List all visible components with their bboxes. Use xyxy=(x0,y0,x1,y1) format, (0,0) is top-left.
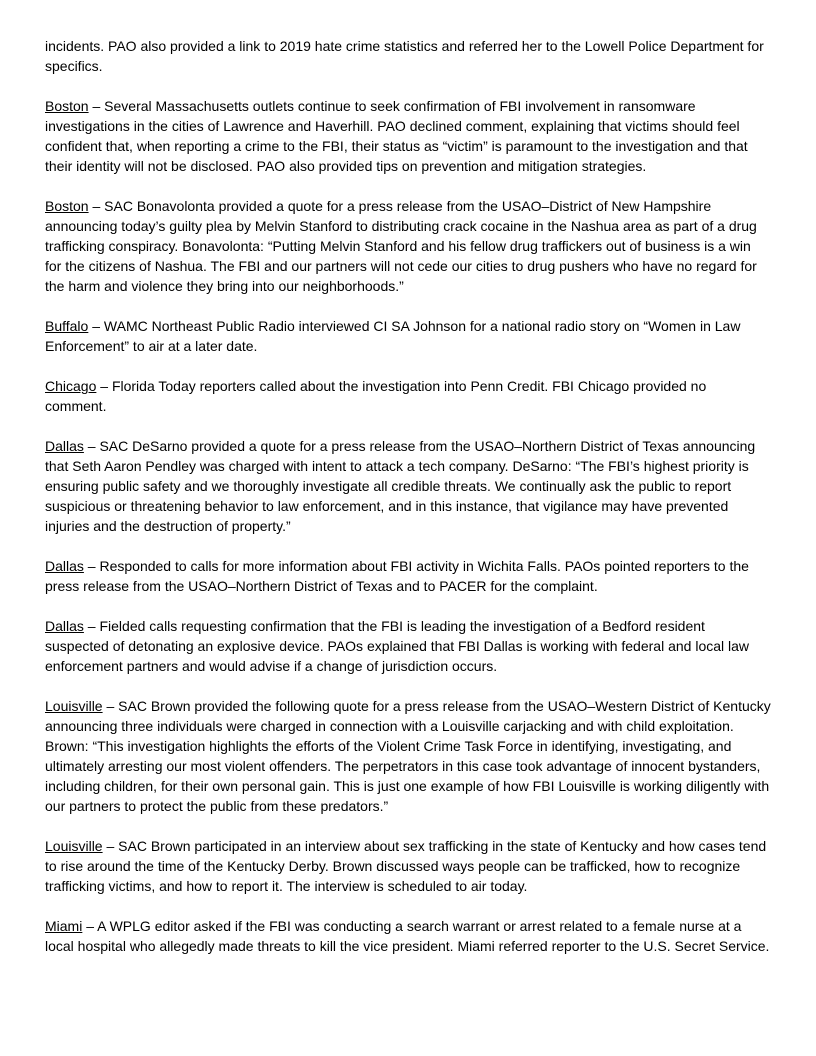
paragraph-louisville-press-release xyxy=(45,696,771,816)
field-office-name: Louisville xyxy=(45,838,103,854)
paragraph-text: – Fielded calls requesting confirmation that the FBI is leading the investigation of a Bedford resident suspected of detonating an explosive device. PAOs explained that FBI Dallas is working with federal and local law enforcement partners and would advise if a change of jurisdiction occurs. xyxy=(45,618,750,674)
field-office-name: Dallas xyxy=(45,618,84,634)
paragraph-boston-press-release xyxy=(45,196,771,296)
paragraph-text: – Florida Today reporters called about the investigation into Penn Credit. FBI Chicago provided no comment. xyxy=(45,378,707,414)
field-office-name: Buffalo xyxy=(45,318,89,334)
field-office-name: Dallas xyxy=(45,438,84,454)
paragraph-dallas-press-release xyxy=(45,436,771,536)
paragraph-text: – SAC Brown provided the following quote for a press release from the USAO–Western District of Kentucky announcing three individuals were charged in connection with a Louisville carjacking and with child exploitation. Brown: “This investigation highlights the efforts of the Violent Crime Task Force in identifying, investigating, and ultimately arresting our most violent offenders. The perpetrators in this case took advantage of innocent bystanders, including children, for their own personal gain. This is just one example of how FBI Louisville is working diligently with our partners to protect the public from these predators.” xyxy=(45,698,771,814)
paragraph-continuation xyxy=(45,36,771,76)
paragraph-buffalo-interview xyxy=(45,316,771,356)
paragraph-boston-ransomware xyxy=(45,96,771,176)
field-office-name: Miami xyxy=(45,918,83,934)
paragraph-dallas-bedford xyxy=(45,616,771,676)
field-office-name: Boston xyxy=(45,198,89,214)
paragraph-text: – Responded to calls for more information about FBI activity in Wichita Falls. PAOs pointed reporters to the press release from the USAO–Northern District of Texas and to PACER for the complaint. xyxy=(45,558,749,594)
paragraph-text: – SAC Brown participated in an interview about sex trafficking in the state of Kentucky and how cases tend to rise around the time of the Kentucky Derby. Brown discussed ways people can be trafficked, how to recognize trafficking victims, and how to report it. The interview is scheduled to air today. xyxy=(45,838,767,894)
paragraph-chicago-inquiry xyxy=(45,376,771,416)
paragraph-text: – A WPLG editor asked if the FBI was conducting a search warrant or arrest related to a female nurse at a local hospital who allegedly made threats to kill the vice president. Miami referred reporter to the U.S. Secret Service. xyxy=(45,918,770,954)
paragraph-text: – Several Massachusetts outlets continue to seek confirmation of FBI involvement in ransomware investigations in the cities of Lawrence and Haverhill. PAO declined comment, explaining that victims should feel confident that, when reporting a crime to the FBI, their status as “victim” is paramount to the investigation and that their identity will not be disclosed. PAO also provided tips on prevention and mitigation strategies. xyxy=(45,98,748,174)
field-office-name: Louisville xyxy=(45,698,103,714)
field-office-name: Chicago xyxy=(45,378,97,394)
field-office-name: Dallas xyxy=(45,558,84,574)
paragraph-text: – WAMC Northeast Public Radio interviewed CI SA Johnson for a national radio story on “Women in Law Enforcement” to air at a later date. xyxy=(45,318,741,354)
paragraph-text: – SAC Bonavolonta provided a quote for a press release from the USAO–District of New Hampshire announcing today’s guilty plea by Melvin Stanford to distributing crack cocaine in the Nashua area as part of a drug trafficking conspiracy. Bonavolonta: “Putting Melvin Stanford and his fellow drug traffickers out of business is a win for the citizens of Nashua. The FBI and our partners will not cede our cities to drug pushers who have no regard for the harm and violence they bring into our neighborhoods.” xyxy=(45,198,757,294)
paragraph-text: – SAC DeSarno provided a quote for a press release from the USAO–Northern District of Texas announcing that Seth Aaron Pendley was charged with intent to attack a tech company. DeSarno: “The FBI’s highest priority is ensuring public safety and we thoroughly investigate all credible threats. We continually ask the public to report suspicious or threatening behavior to law enforcement, and in this instance, that vigilance may have prevented injuries and the destruction of property.” xyxy=(45,438,756,534)
paragraph-text: incidents. PAO also provided a link to 2019 hate crime statistics and referred her to the Lowell Police Department for specifics. xyxy=(45,38,764,74)
paragraph-miami-inquiry xyxy=(45,916,771,956)
paragraph-louisville-interview xyxy=(45,836,771,896)
field-office-name: Boston xyxy=(45,98,89,114)
paragraph-dallas-wichita-falls xyxy=(45,556,771,596)
